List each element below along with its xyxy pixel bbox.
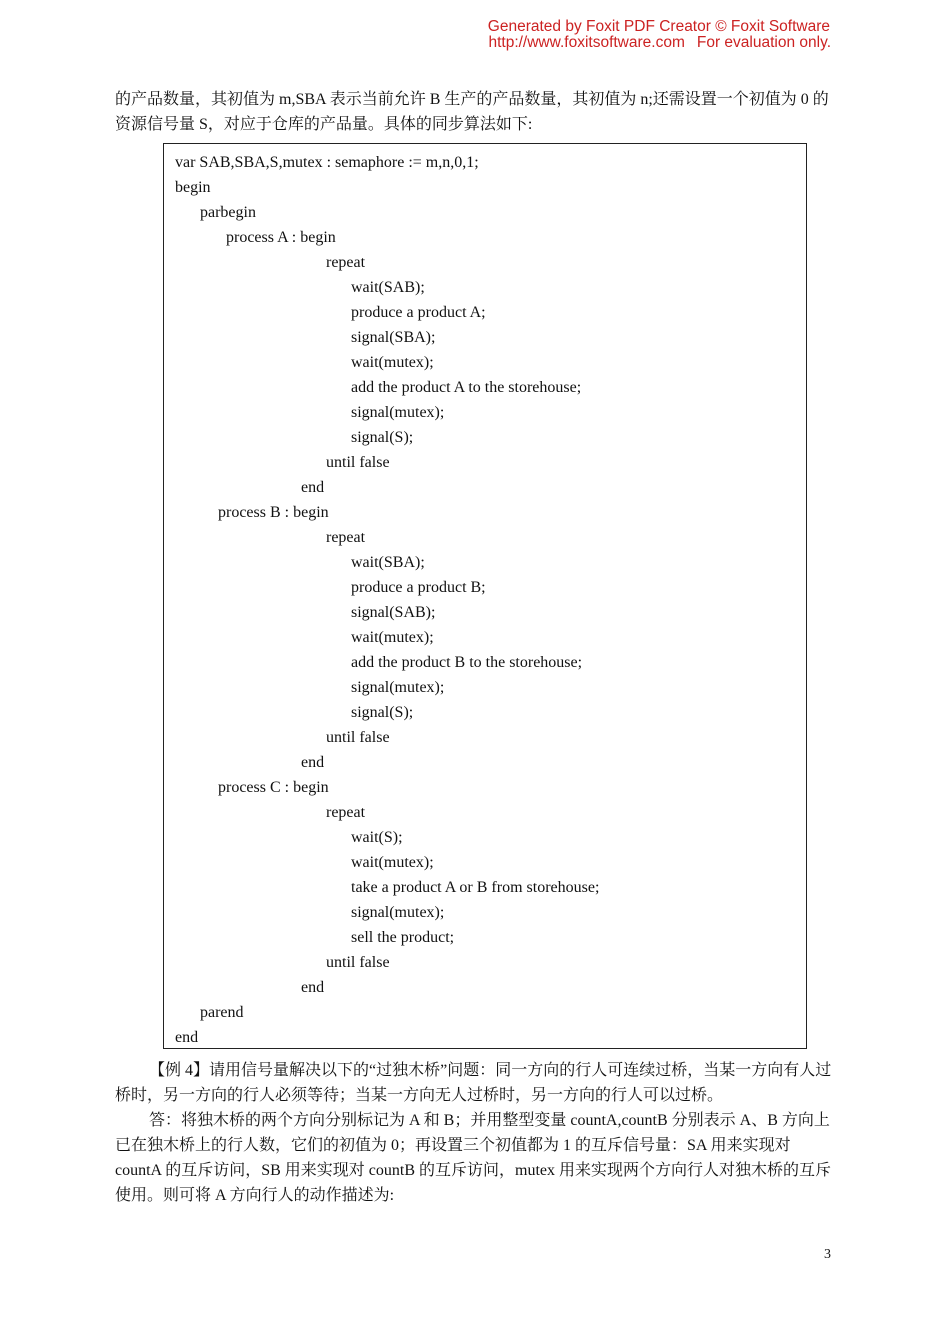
intro-paragraph: 的产品数量，其初值为 m,SBA 表示当前允许 B 生产的产品数量，其初值为 n;还需设置一个初值为 0 的资源信号量 S，对应于仓库的产品量。具体的同步算法如下: — [115, 91, 829, 133]
code-line: signal(SAB); — [351, 604, 436, 621]
code-line: begin — [175, 179, 211, 196]
code-line: parbegin — [200, 204, 256, 221]
code-line: repeat — [326, 254, 366, 271]
code-line: until false — [326, 454, 390, 471]
code-line: process C : begin — [218, 779, 329, 796]
answer-paragraph: 答：将独木桥的两个方向分别标记为 A 和 B；并用整型变量 countA,countB 分别表示 A、B 方向上已在独木桥上的行人数，它们的初值为 0；再设置三个初值都为 1 的互斥信号量：SA 用来实现对 countA 的互斥访问，SB 用来实现对 countB 的互斥访问，mutex 用来实现两个方向行人对独木桥的互斥使用。则可将 A 方向行人的动作描述为: — [115, 1112, 832, 1204]
code-line: wait(SBA); — [351, 554, 425, 571]
code-line: end — [301, 754, 325, 771]
code-line: signal(SBA); — [351, 329, 436, 346]
code-line: produce a product B; — [351, 579, 486, 596]
code-line: signal(mutex); — [351, 904, 445, 921]
code-line: repeat — [326, 529, 366, 546]
code-line: signal(S); — [351, 704, 414, 721]
code-line: wait(SAB); — [351, 279, 425, 296]
code-line: end — [175, 1029, 199, 1046]
code-line: signal(mutex); — [351, 404, 445, 421]
code-line: end — [301, 479, 325, 496]
code-line: add the product A to the storehouse; — [351, 379, 582, 396]
code-line: until false — [326, 954, 390, 971]
code-line: signal(mutex); — [351, 679, 445, 696]
code-line: produce a product A; — [351, 304, 486, 321]
watermark-title: Generated by Foxit PDF Creator © Foxit Software — [487, 18, 830, 35]
example-paragraph: 【例 4】请用信号量解决以下的“过独木桥”问题：同一方向的行人可连续过桥，当某一方向有人过桥时，另一方向的行人必须等待；当某一方向无人过桥时，另一方向的行人可以过桥。 — [115, 1062, 832, 1104]
watermark-links — [488, 34, 831, 51]
code-line: wait(mutex); — [351, 354, 434, 371]
code-line: sell the product; — [351, 929, 455, 946]
code-line: process B : begin — [218, 504, 329, 521]
code-line: add the product B to the storehouse; — [351, 654, 583, 671]
code-line: take a product A or B from storehouse; — [351, 879, 600, 896]
code-line: signal(S); — [351, 429, 414, 446]
watermark-url[interactable]: http://www.foxitsoftware.com — [488, 34, 685, 51]
code-line: parend — [200, 1004, 244, 1021]
code-line: wait(mutex); — [351, 854, 434, 871]
code-line: end — [301, 979, 325, 996]
code-box — [163, 143, 807, 1049]
code-line: var SAB,SBA,S,mutex : semaphore := m,n,0,1; — [175, 154, 479, 171]
code-line: until false — [326, 729, 390, 746]
code-line: repeat — [326, 804, 366, 821]
page-number: 3 — [824, 1247, 831, 1262]
code-line: wait(S); — [351, 829, 403, 846]
code-line: wait(mutex); — [351, 629, 434, 646]
code-line: process A : begin — [226, 229, 336, 246]
watermark-note: For evaluation only. — [696, 34, 831, 51]
